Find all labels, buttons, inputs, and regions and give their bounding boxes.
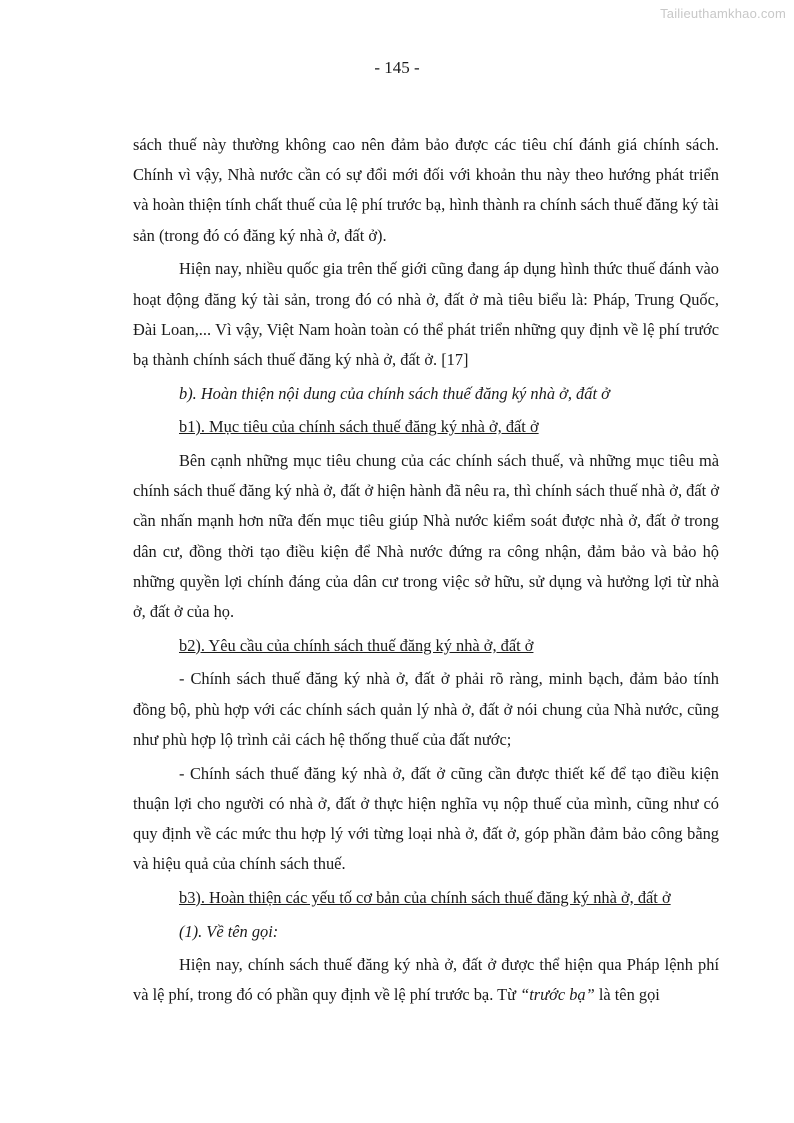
paragraph-requirement-1: - Chính sách thuế đăng ký nhà ở, đất ở phải rõ ràng, minh bạch, đảm bảo tính đồng bộ, phù hợp với các chính sách quản lý nhà ở, đất ở nói chung của Nhà nước, cũng như phù hợp lộ trình cải cách hệ thống thuế của đất nước; (133, 669, 719, 749)
page-number: - 145 - (374, 58, 420, 77)
paragraph-naming-tail: là tên gọi (594, 985, 660, 1005)
item-heading-name: (1). Về tên gọi: (179, 921, 279, 941)
subsection-heading-b3: b3). Hoàn thiện các yếu tố cơ bản của chính sách thuế đăng ký nhà ở, đất ở (179, 887, 671, 907)
paragraph-objectives: Bên cạnh những mục tiêu chung của các chính sách thuế, và những mục tiêu mà chính sách thuế đăng ký nhà ở, đất ở hiện hành đã nêu ra, thì chính sách thuế nhà ở, đất ở cần nhấn mạnh hơn nữa đến mục tiêu giúp Nhà nước kiểm soát được nhà ở, đất ở trong dân cư, đồng thời tạo điều kiện để Nhà nước đứng ra công nhận, đảm bảo và bảo hộ những quyền lợi chính đáng của dân cư trong việc sở hữu, sử dụng và hưởng lợi từ nhà ở, đất ở của họ. (133, 451, 719, 622)
subsection-heading-b1: b1). Mục tiêu của chính sách thuế đăng ký nhà ở, đất ở (179, 417, 539, 437)
quoted-term: “trước bạ” (520, 985, 595, 1005)
watermark: Tailieuthamkhao.com (660, 6, 786, 21)
paragraph-intro: sách thuế này thường không cao nên đảm bảo được các tiêu chí đánh giá chính sách. Chính vì vậy, Nhà nước cần có sự đổi mới đối với khoản thu này theo hướng phát triển và hoàn thiện tính chất thuế của lệ phí trước bạ, hình thành ra chính sách thuế đăng ký tài sản (trong đó có đăng ký nhà ở, đất ở). (133, 135, 719, 245)
document-body (133, 130, 719, 1014)
paragraph-naming (133, 950, 719, 1010)
section-heading-b: b). Hoàn thiện nội dung của chính sách thuế đăng ký nhà ở, đất ở (179, 383, 610, 403)
paragraph-international: Hiện nay, nhiều quốc gia trên thế giới cũng đang áp dụng hình thức thuế đánh vào hoạt động đăng ký tài sản, trong đó có nhà ở, đất ở mà tiêu biểu là: Pháp, Trung Quốc, Đài Loan,... Vì vậy, Việt Nam hoàn toàn có thể phát triển những quy định về lệ phí trước bạ thành chính sách thuế đăng ký nhà ở, đất ở. [17] (133, 259, 719, 369)
paragraph-requirement-2: - Chính sách thuế đăng ký nhà ở, đất ở cũng cần được thiết kế để tạo điều kiện thuận lợi cho người có nhà ở, đất ở thực hiện nghĩa vụ nộp thuế của mình, cũng như có quy định về các mức thu hợp lý với từng loại nhà ở, đất ở, góp phần đảm bảo công bằng và hiệu quả của chính sách thuế. (133, 763, 719, 874)
subsection-heading-b2: b2). Yêu cầu của chính sách thuế đăng ký nhà ở, đất ở (179, 635, 534, 655)
paragraph-naming-text: Hiện nay, chính sách thuế đăng ký nhà ở, đất ở được thể hiện qua Pháp lệnh phí và lệ phí, trong đó có phần quy định về lệ phí trước bạ. Từ (133, 955, 719, 1005)
